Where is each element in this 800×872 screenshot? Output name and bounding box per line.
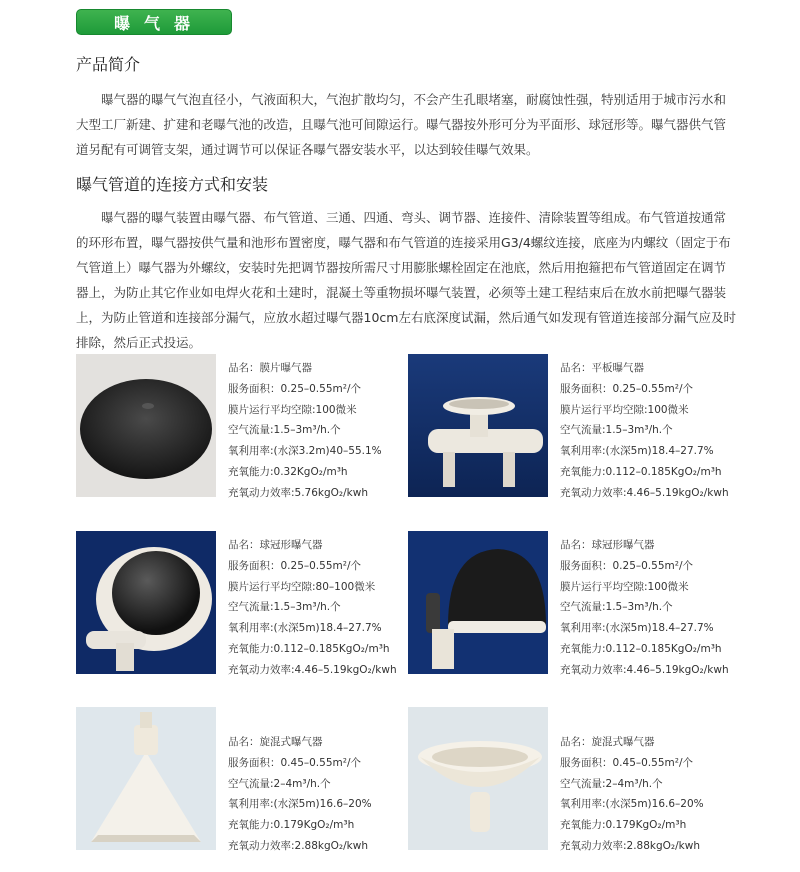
banner-title: 曝气器	[113, 13, 204, 33]
intro-heading: 产品简介	[76, 55, 141, 74]
spec-line: 充氧能力:0.179KgO₂/m³h	[228, 819, 355, 832]
spec-line: 空气流量:2–4m³/h.个	[228, 777, 331, 790]
spec-line: 空气流量:1.5–3m³/h.个	[228, 424, 341, 437]
spec-line: 品名：平板曝气器	[560, 362, 644, 374]
spec-line: 充氧动力效率:5.76kgO₂/kwh	[228, 486, 368, 499]
spec-line: 空气流量:1.5–3m³/h.个	[560, 601, 673, 614]
spec-line: 充氧能力:0.112–0.185KgO₂/m³h	[560, 642, 722, 655]
spec-line: 充氧能力:0.179KgO₂/m³h	[560, 819, 687, 832]
spec-line: 氧利用率:(水深5m)18.4–27.7%	[560, 445, 714, 458]
rotary-mixing-aerator-photo-2	[408, 707, 548, 850]
spec-line: 空气流量:2–4m³/h.个	[560, 777, 663, 790]
spec-line: 服务面积：0.25–0.55m²/个	[560, 382, 693, 395]
product-specs-3	[228, 535, 397, 681]
product-specs-1	[228, 358, 382, 504]
product-specs-4	[560, 535, 729, 681]
spec-line: 服务面积：0.25–0.55m²/个	[560, 559, 693, 572]
spec-line: 品名：旋混式曝气器	[560, 736, 655, 748]
spec-line: 服务面积：0.25–0.55m²/个	[228, 559, 361, 572]
spec-line: 服务面积：0.45–0.55m²/个	[228, 756, 361, 769]
spec-line: 膜片运行平均空隙:100微米	[560, 580, 689, 593]
install-heading: 曝气管道的连接方式和安装	[76, 175, 269, 194]
flat-plate-aerator-photo	[408, 354, 548, 497]
spec-line: 充氧能力:0.112–0.185KgO₂/m³h	[560, 465, 722, 478]
spec-line: 膜片运行平均空隙:100微米	[560, 403, 689, 416]
product-specs-6	[560, 732, 704, 857]
spec-line: 氧利用率:(水深5m)16.6–20%	[560, 798, 704, 811]
spec-line: 充氧动力效率:4.46–5.19kgO₂/kwh	[228, 663, 397, 676]
intro-paragraph: 曝气器的曝气气泡直径小，气液面积大，气泡扩散均匀，不会产生孔眼堵塞，耐腐蚀性强，特别适用于城市污水和大型工厂新建、扩建和老曝气池的改造，且曝气池可间隙运行。曝气器按外形可分为平面形、球冠形等。曝气器供气管道另配有可调管支架，通过调节可以保证各曝气器安装水平，以达到较佳曝气效果。	[76, 92, 727, 157]
spec-line: 氧利用率:(水深5m)18.4–27.7%	[560, 622, 714, 635]
spec-line: 充氧动力效率:4.46–5.19kgO₂/kwh	[560, 663, 729, 676]
spherical-crown-aerator-photo-2	[408, 531, 548, 674]
membrane-disc-aerator-photo	[76, 354, 216, 497]
spec-line: 充氧能力:0.112–0.185KgO₂/m³h	[228, 642, 390, 655]
spec-line: 充氧动力效率:4.46–5.19kgO₂/kwh	[560, 486, 729, 499]
spec-line: 氧利用率:(水深5m)18.4–27.7%	[228, 622, 382, 635]
product-specs-5	[228, 732, 372, 857]
spec-line: 氧利用率:(水深3.2m)40–55.1%	[228, 445, 382, 458]
spec-line: 品名：球冠形曝气器	[560, 539, 655, 551]
spec-line: 充氧动力效率:2.88kgO₂/kwh	[560, 839, 700, 852]
spec-line: 充氧能力:0.32KgO₂/m³h	[228, 465, 348, 478]
spec-line: 空气流量:1.5–3m³/h.个	[228, 601, 341, 614]
spec-line: 品名：旋混式曝气器	[228, 736, 323, 748]
install-paragraph: 曝气器的曝气装置由曝气器、布气管道、三通、四通、弯头、调节器、连接件、清除装置等组成。布气管道按通常的环形布置，曝气器按供气量和池形布置密度，曝气器和布气管道的连接采用G3/4螺纹连接，底座为内螺纹（固定于布气管道上）曝气器为外螺纹，安装时先把调节器按所需尺寸用膨胀螺栓固定在池底，然后用抱箍把布气管道固定在调节器上，为防止其它作业如电焊火花和土建时，混凝土等重物损坏曝气装置，必须等土建工程结束后在放水前把曝气器装上，为防止管道和连接部分漏气，应放水超过曝气器10cm左右底深度试漏，然后通气如发现有管道连接部分漏气应及时排除，然后正式投运。	[76, 210, 736, 350]
spec-line: 服务面积：0.45–0.55m²/个	[560, 756, 693, 769]
product-specs-2	[560, 358, 729, 504]
spec-line: 空气流量:1.5–3m³/h.个	[560, 424, 673, 437]
spec-line: 膜片运行平均空隙:100微米	[228, 403, 357, 416]
section-banner	[76, 9, 232, 35]
spec-line: 服务面积：0.25–0.55m²/个	[228, 382, 361, 395]
spec-line: 氧利用率:(水深5m)16.6–20%	[228, 798, 372, 811]
rotary-mixing-aerator-photo-1	[76, 707, 216, 850]
spec-line: 品名：膜片曝气器	[228, 362, 312, 374]
spec-line: 膜片运行平均空隙:80–100微米	[228, 580, 376, 593]
spec-line: 充氧动力效率:2.88kgO₂/kwh	[228, 839, 368, 852]
spherical-crown-aerator-photo-1	[76, 531, 216, 674]
spec-line: 品名：球冠形曝气器	[228, 539, 323, 551]
